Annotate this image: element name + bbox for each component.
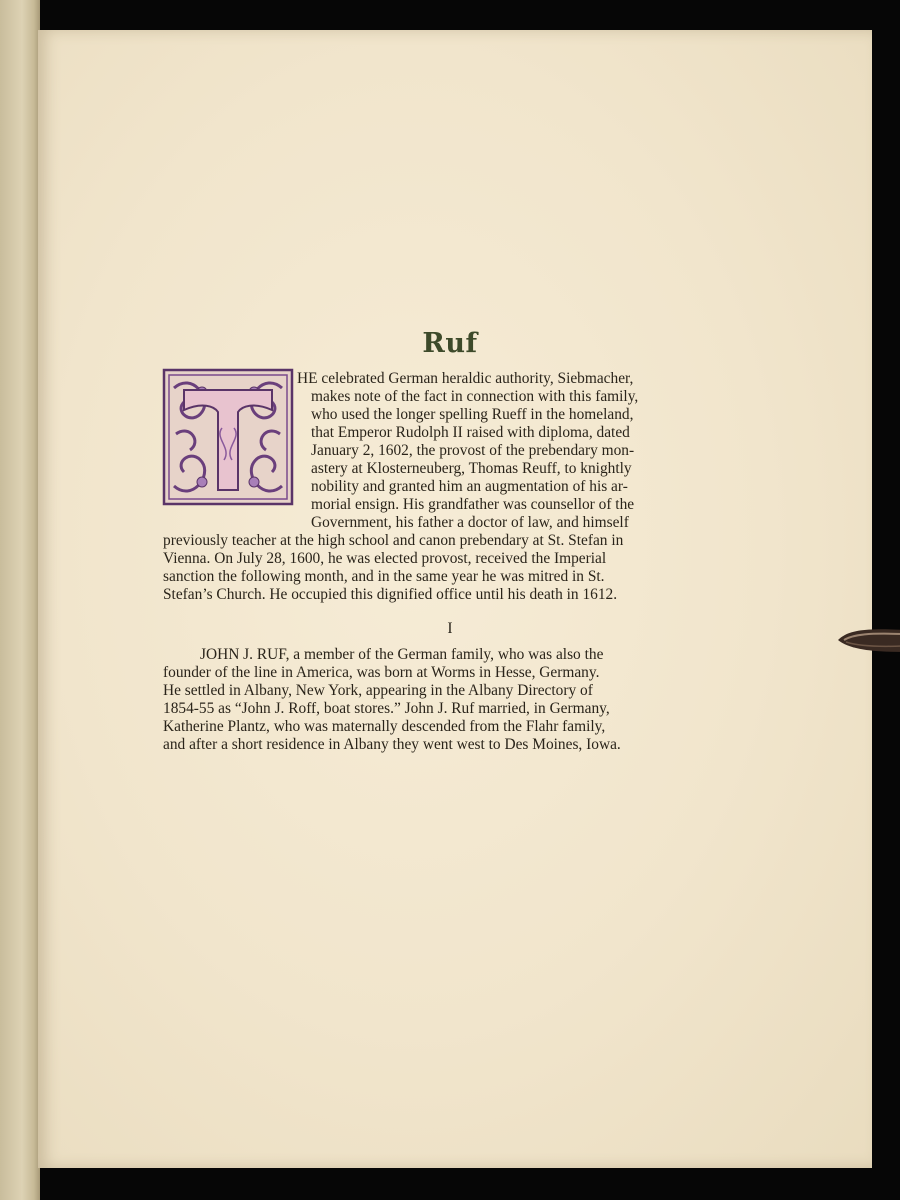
section-number: I [447,620,453,637]
intro-line: Stefan’s Church. He occupied this dignified office until his death in 1612. [163,586,618,603]
section-line: JOHN J. RUF, a member of the German family, who was also the [200,646,604,663]
intro-line: HE celebrated German heraldic authority, Siebmacher, [297,370,634,387]
intro-line: January 2, 1602, the provost of the prebendary mon- [311,442,635,459]
intro-line: makes note of the fact in connection with this family, [311,388,639,405]
intro-line: who used the longer spelling Rueff in the homeland, [311,406,634,423]
intro-line: that Emperor Rudolph II raised with diploma, dated [311,424,630,441]
section-line: Katherine Plantz, who was maternally descended from the Flahr family, [163,718,606,735]
section-line: founder of the line in America, was born at Worms in Hesse, Germany. [163,664,600,681]
intro-line: morial ensign. His grandfather was counsellor of the [311,496,635,513]
facing-page-edge [0,0,40,1200]
section-line: and after a short residence in Albany they went west to Des Moines, Iowa. [163,736,621,753]
intro-line: previously teacher at the high school and canon prebendary at St. Stefan in [163,532,624,549]
intro-line: nobility and granted him an augmentation of his ar- [311,478,628,495]
intro-line: sanction the following month, and in the same year he was mitred in St. [163,568,605,585]
section-line: He settled in Albany, New York, appearing in the Albany Directory of [163,682,593,699]
ornamental-dropcap [162,368,294,506]
page-title: Ruf [422,328,478,359]
intro-line: astery at Klosterneuberg, Thomas Reuff, to knightly [311,460,632,477]
intro-line: Government, his father a doctor of law, and himself [311,514,629,531]
intro-line: Vienna. On July 28, 1600, he was elected provost, received the Imperial [163,550,607,567]
section-line: 1854-55 as “John J. Roff, boat stores.” John J. Ruf married, in Germany, [163,700,610,717]
